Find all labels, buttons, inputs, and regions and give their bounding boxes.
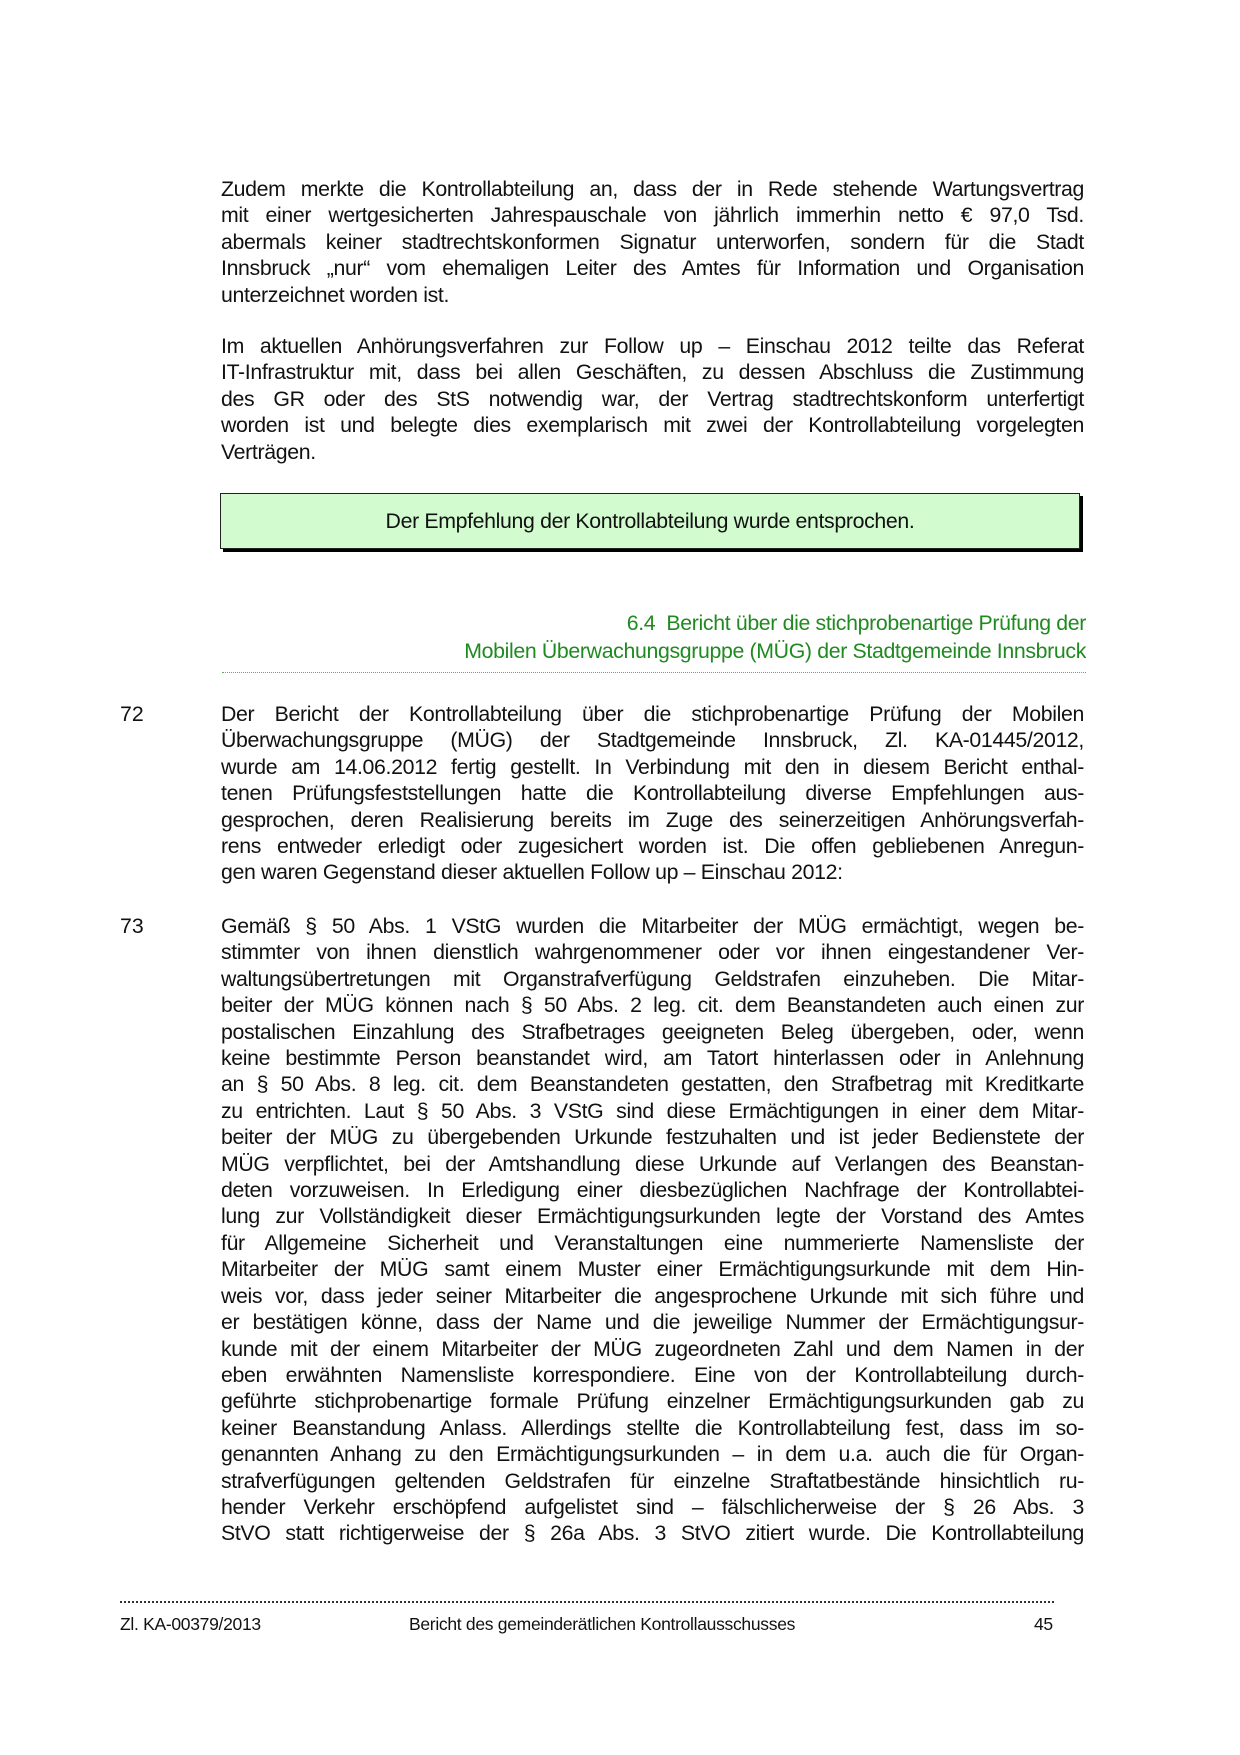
text-line: MÜG verpflichtet, bei der Amtshandlung diese Urkunde auf Verlangen des Beanstan- [221,1151,1084,1176]
text-line: genannten Anhang zu den Ermächtigungsurkunden – in dem u.a. auch die für Organ- [221,1442,1084,1467]
text-line: Verträgen. [221,439,316,464]
section-divider [222,672,1086,673]
text-line: Im aktuellen Anhörungsverfahren zur Follow up – Einschau 2012 teilte das Referat [221,334,1084,358]
text-line: er bestätigen könne, dass der Name und die jeweilige Nummer der Ermächtigungsur- [221,1310,1084,1335]
text-line: waltungsübertretungen mit Organstrafverfügung Geldstrafen einzuheben. Die Mitar- [221,966,1084,991]
text-line: zu entrichten. Laut § 50 Abs. 3 VStG sind diese Ermächtigungen in einer dem Mitar- [221,1098,1084,1123]
text-line: gesprochen, deren Realisierung bereits im Zuge des seinerzeitigen Anhörungsverfah- [221,807,1084,832]
text-line: postalischen Einzahlung des Strafbetrages geeigneten Beleg übergeben, oder, wenn [221,1019,1084,1044]
text-line: Gemäß § 50 Abs. 1 VStG wurden die Mitarbeiter der MÜG ermächtigt, wegen be- [221,914,1084,938]
text-line: Zudem merkte die Kontrollabteilung an, dass der in Rede stehende Wartungsvertrag [221,177,1084,201]
text-line: tenen Prüfungsfeststellungen hatte die Kontrollabteilung diverse Empfehlungen aus- [221,781,1084,806]
footer-title: Bericht des gemeinderätlichen Kontrollausschusses [409,1614,796,1634]
text-line: beiter der MÜG können nach § 50 Abs. 2 leg. cit. dem Beanstandeten auch einen zur [221,993,1084,1018]
footer-page-number: 45 [1034,1614,1053,1634]
text-line: unterzeichnet worden ist. [221,282,450,307]
text-line: Der Bericht der Kontrollabteilung über die stichprobenartige Prüfung der Mobilen [221,702,1084,726]
text-line: gen waren Gegenstand dieser aktuellen Follow up – Einschau 2012: [221,860,843,885]
text-line: Mitarbeiter der MÜG samt einem Muster einer Ermächtigungsurkunde mit dem Hin- [221,1257,1084,1282]
footer-divider [120,1601,1054,1603]
paragraph-number: 73 [120,914,144,938]
text-line: stimmter von ihnen dienstlich wahrgenommener oder vor ihnen eingestandener Ver- [221,940,1084,965]
text-line: abermals keiner stadtrechtskonformen Signatur unterworfen, sondern für die Stadt [221,229,1084,254]
text-line: deten vorzuweisen. In Erledigung einer diesbezüglichen Nachfrage der Kontrollabtei- [221,1178,1084,1203]
text-line: lung zur Vollständigkeit dieser Ermächtigungsurkunden legte der Vorstand des Amtes [221,1204,1084,1229]
text-line: kunde mit der einem Mitarbeiter der MÜG zugeordneten Zahl und dem Namen in der [221,1336,1084,1361]
text-line: wurde am 14.06.2012 fertig gestellt. In Verbindung mit den in diesem Bericht enthal- [221,754,1084,779]
text-line: strafverfügungen geltenden Geldstrafen für einzelne Straftatbestände hinsichtlich ru- [221,1468,1084,1493]
paragraph-number: 72 [120,702,144,726]
text-line: IT-Infrastruktur mit, dass bei allen Geschäften, zu dessen Abschluss die Zustimmung [221,360,1084,385]
text-line: weis vor, dass jeder seiner Mitarbeiter die angesprochene Urkunde mit sich führe und [221,1283,1084,1308]
text-line: für Allgemeine Sicherheit und Veranstaltungen eine nummerierte Namensliste der [221,1230,1084,1255]
text-line: Überwachungsgruppe (MÜG) der Stadtgemeinde Innsbruck, Zl. KA-01445/2012, [221,728,1084,753]
text-line: des GR oder des StS notwendig war, der Vertrag stadtrechtskonform unterfertigt [221,386,1084,411]
text-line: geführte stichprobenartige formale Prüfung einzelner Ermächtigungsurkunden gab zu [221,1389,1084,1414]
paragraph-maintenance-contract [221,176,1084,308]
text-line: Innsbruck „nur“ vom ehemaligen Leiter des Amtes für Information und Organisation [221,256,1084,281]
text-line: beiter der MÜG zu übergebenden Urkunde festzuhalten und ist jeder Bedienstete der [221,1125,1084,1150]
text-line: mit einer wertgesicherten Jahrespauschale von jährlich immerhin netto € 97,0 Tsd. [221,203,1084,228]
text-line: hender Verkehr erschöpfend aufgelistet sind – fälschlicherweise der § 26 Abs. 3 [221,1494,1084,1519]
text-line: an § 50 Abs. 8 leg. cit. dem Beanstandeten gestatten, den Strafbetrag mit Kreditkarte [221,1072,1084,1097]
text-line: worden ist und belegte dies exemplarisch mit zwei der Kontrollabteilung vorgelegten [221,413,1084,438]
section-heading-line-2: Mobilen Überwachungsgruppe (MÜG) der Stadtgemeinde Innsbruck [464,639,1086,663]
text-line: rens entweder erledigt oder zugesichert worden ist. Die offen gebliebenen Anregun- [221,834,1084,859]
section-heading [464,609,1086,665]
paragraph-72 [221,701,1084,886]
paragraph-73 [221,913,1084,1547]
text-line: StVO statt richtigerweise der § 26a Abs. 3 StVO zitiert wurde. Die Kontrollabteilung [221,1521,1084,1546]
text-line: keine bestimmte Person beanstandet wird, am Tatort hinterlassen oder in Anlehnung [221,1046,1084,1071]
recommendation-result-box [220,493,1080,549]
text-line: keiner Beanstandung Anlass. Allerdings stellte die Kontrollabteilung fest, dass im so- [221,1415,1084,1440]
section-heading-line-1: 6.4 Bericht über die stichprobenartige Prüfung der [626,611,1086,635]
text-line: eben erwähnten Namensliste korrespondiere. Eine von der Kontrollabteilung durch- [221,1362,1084,1387]
paragraph-hearing-procedure [221,333,1084,465]
recommendation-result-text: Der Empfehlung der Kontrollabteilung wurde entsprochen. [385,508,915,533]
footer-reference: Zl. KA-00379/2013 [120,1614,261,1634]
